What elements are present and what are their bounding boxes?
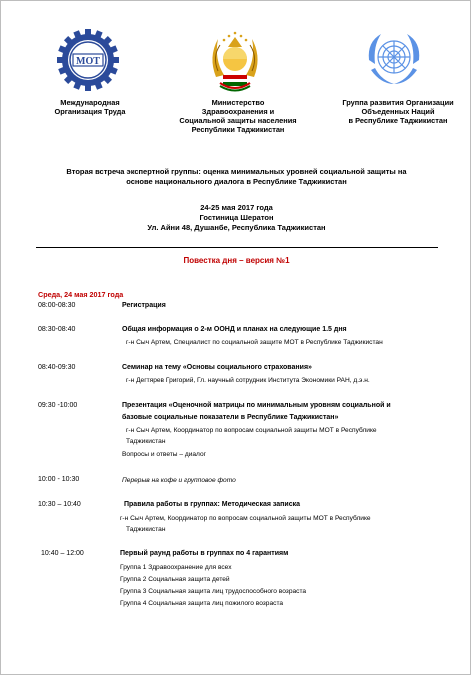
agenda-item-speaker: г-н Дегтярев Григорий, Гл. научный сотрудник Института Экономики РАН, д.э.н.: [126, 377, 370, 384]
ilo-logo: [55, 27, 121, 93]
org-name-ministry: [170, 98, 306, 134]
org-name-ilo: [34, 98, 146, 116]
agenda-time: 10:30 – 10:40: [38, 501, 81, 508]
agenda-time: 08:30-08:40: [38, 326, 76, 333]
agenda-group: Группа 3 Социальная защита лиц трудоспособного возраста: [120, 588, 307, 595]
org-name-line: в Республике Таджикистан: [348, 116, 448, 125]
org-name-line: Международная: [60, 98, 120, 107]
org-name-line: Министерство: [211, 98, 265, 107]
agenda-item-title: Общая информация о 2-м ООНД и планах на следующие 1.5 дня: [122, 326, 347, 333]
org-name-line: Здравоохранения и: [201, 107, 275, 116]
agenda-item-title: Правила работы в группах: Методическая записка: [124, 501, 300, 508]
agenda-time: 09:30 -10:00: [38, 402, 78, 409]
agenda-item-speaker: Таджикистан: [126, 526, 166, 533]
title-line: основе национального диалога в Республике Таджикистан: [126, 177, 347, 186]
agenda-group: Группа 1 Здравоохранение для всех: [120, 564, 232, 571]
agenda-item-title: базовые социальные показатели в Республике Таджикистан»: [122, 414, 339, 421]
venue-hotel: Гостиница Шератон: [199, 213, 274, 222]
agenda-item-title: Регистрация: [122, 302, 166, 309]
agenda-time: 08:00-08:30: [38, 302, 76, 309]
agenda-item-speaker: г-н Сыч Артем, Специалист по социальной защите МОТ в Республике Таджикистан: [126, 339, 383, 346]
agenda-item-title: Первый раунд работы в группах по 4 гарантиям: [120, 550, 289, 557]
agenda-item-speaker: г-н Сыч Артем, Координатор по вопросам социальной защиты МОТ в Республике: [120, 515, 371, 522]
agenda-group: Группа 2 Социальная защита детей: [120, 576, 230, 583]
meeting-title: [20, 167, 453, 187]
agenda-item-title: Презентация «Оценочной матрицы по минимальным уровням социальной и: [122, 402, 391, 409]
title-line: Вторая встреча экспертной группы: оценка минимальных уровней социальной защиты на: [66, 167, 407, 176]
org-name-line: Республики Таджикистан: [191, 125, 285, 134]
divider: [36, 247, 438, 248]
agenda-item-qa: Вопросы и ответы – диалог: [122, 451, 207, 458]
agenda-title: Повестка дня – версия №1: [183, 256, 290, 265]
agenda-item-speaker: г-н Сыч Артем, Координатор по вопросам социальной защиты МОТ в Республике: [126, 427, 377, 434]
un-logo: [363, 30, 425, 90]
org-name-un: [336, 98, 460, 125]
agenda-time: 10:40 – 12:00: [41, 550, 84, 557]
agenda-item-break: Перерыв на кофе и групповое фото: [122, 477, 236, 484]
org-name-line: Социальной защиты населения: [179, 116, 297, 125]
ilo-logo-text: МОТ: [76, 56, 100, 67]
org-name-line: Группа развития Организации: [342, 98, 454, 107]
venue-date: 24-25 мая 2017 года: [200, 203, 273, 212]
agenda-time: 08:40-09:30: [38, 364, 76, 371]
agenda-day: Среда, 24 мая 2017 года: [38, 290, 124, 299]
meeting-venue: [20, 203, 453, 233]
tajikistan-emblem: [204, 27, 266, 93]
agenda-item-speaker: Таджикистан: [126, 438, 166, 445]
agenda-time: 10:00 - 10:30: [38, 476, 80, 483]
org-name-line: Объеденных Наций: [361, 107, 435, 116]
agenda-group: Группа 4 Социальная защита лиц пожилого возраста: [120, 600, 284, 607]
org-name-line: Организация Труда: [54, 107, 126, 116]
venue-address: Ул. Айни 48, Душанбе, Республика Таджикистан: [147, 223, 326, 232]
agenda-item-title: Семинар на тему «Основы социального страхования»: [122, 364, 312, 371]
